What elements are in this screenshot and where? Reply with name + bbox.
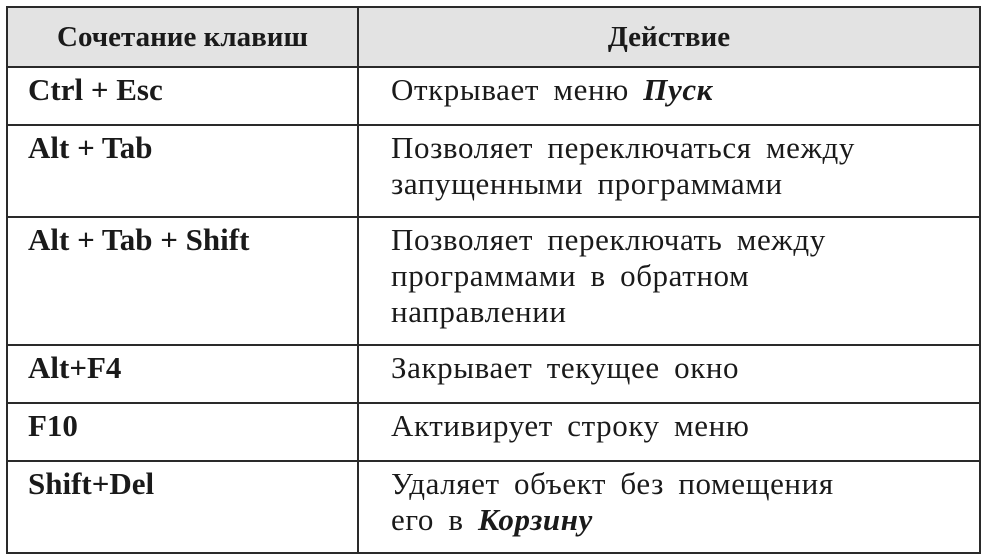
action-line: Удаляет объект без помещения [391,466,834,501]
action-emphasis: Корзину [477,502,593,537]
header-action: Действие [358,7,980,67]
table-row [7,461,980,553]
action-line: Позволяет переключать между [391,222,826,257]
shortcut-action [358,217,980,345]
shortcut-action [358,403,980,461]
shortcuts-table [6,6,981,554]
shortcut-action [358,345,980,403]
action-line: Открывает меню [391,72,644,107]
table-row [7,345,980,403]
action-line: Активирует строку меню [391,408,750,443]
shortcut-action [358,461,980,553]
table-row [7,217,980,345]
action-line: его в [391,502,478,537]
shortcut-action [358,67,980,125]
action-line: запущенными программами [391,166,783,201]
table-row [7,403,980,461]
shortcut-keys: F10 [7,403,358,461]
table-row [7,67,980,125]
action-line: направлении [391,294,567,329]
shortcut-action [358,125,980,217]
shortcut-keys: Alt + Tab [7,125,358,217]
shortcut-keys: Alt + Tab + Shift [7,217,358,345]
action-line: программами в обратном [391,258,750,293]
table-row [7,125,980,217]
action-line: Закрывает текущее окно [391,350,740,385]
shortcut-keys: Alt+F4 [7,345,358,403]
action-emphasis: Пуск [643,72,713,107]
shortcut-keys: Ctrl + Esc [7,67,358,125]
table-header-row [7,7,980,67]
header-keys: Сочетание клавиш [7,7,358,67]
shortcut-keys: Shift+Del [7,461,358,553]
action-line: Позволяет переключаться между [391,130,856,165]
